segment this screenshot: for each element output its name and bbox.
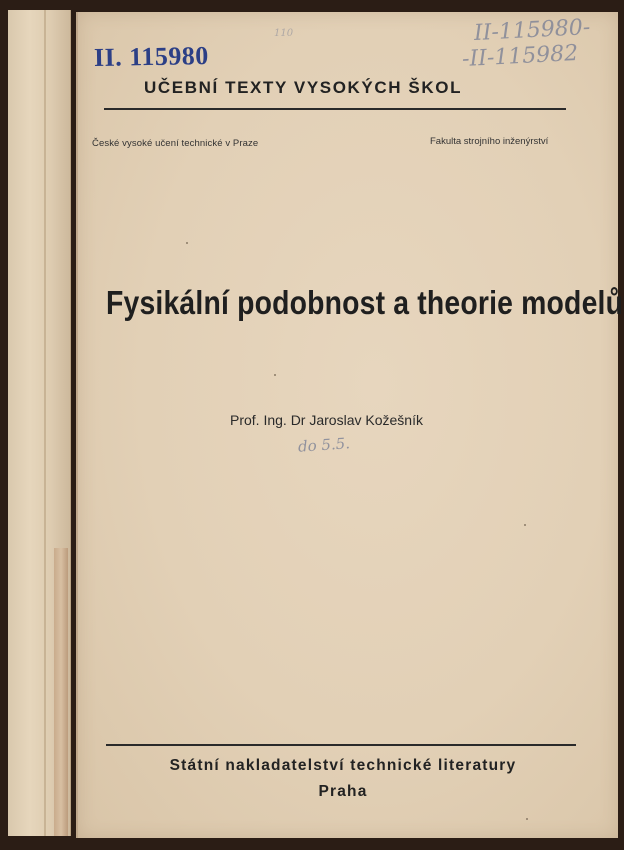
author-name: Prof. Ing. Dr Jaroslav Kožešník (230, 412, 423, 428)
top-divider-rule (104, 108, 566, 110)
university-name: České vysoké učení technické v Praze (92, 138, 259, 149)
publisher-city: Praha (318, 783, 368, 800)
spine-fold-line (44, 10, 46, 836)
library-stamp-number: II. 115980 (93, 41, 210, 72)
handwritten-note: do 5.5. (297, 434, 351, 456)
paper-speck (526, 818, 528, 820)
faculty-name: Fakulta strojního inženýrství (430, 136, 549, 147)
bottom-divider-rule (106, 744, 576, 746)
paper-speck (186, 242, 188, 244)
handwritten-inventory-number-2: -II-115982 (461, 40, 579, 73)
spine-tape-strip (54, 548, 68, 836)
handwritten-page-mark: 110 (274, 28, 294, 39)
handwritten-inventory-number-1: II-115980- (473, 14, 591, 47)
publisher-name: Státní nakladatelství technické literatury (169, 757, 517, 774)
cover-page (76, 12, 624, 838)
paper-speck (524, 524, 526, 526)
book-title: Fysikální podobnost a theorie modelů (106, 284, 624, 321)
series-title: UČEBNÍ TEXTY VYSOKÝCH ŠKOL (144, 78, 463, 97)
paper-speck (274, 374, 276, 376)
